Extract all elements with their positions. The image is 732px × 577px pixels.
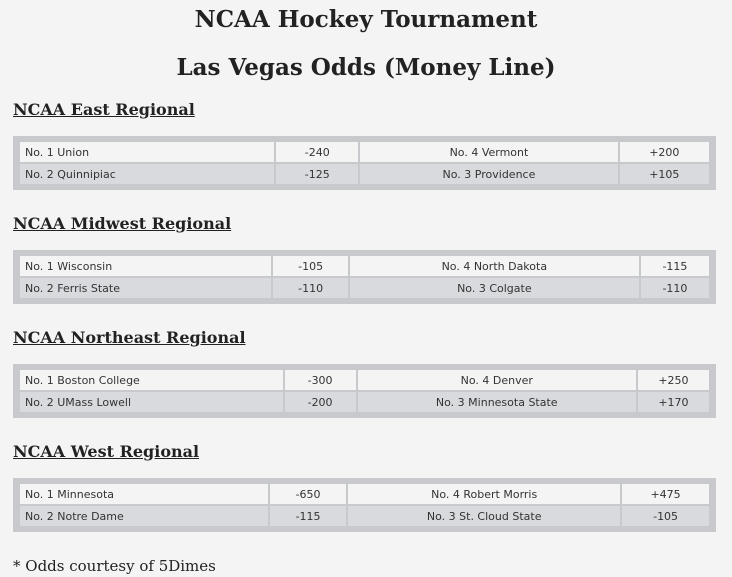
odds-table [13, 136, 716, 190]
table-row [20, 484, 709, 504]
regional-title: NCAA West Regional [13, 442, 200, 461]
odds-cell: +200 [620, 142, 709, 162]
odds-table [13, 250, 716, 304]
team-cell: No. 3 Minnesota State [358, 392, 636, 412]
team-cell: No. 1 Wisconsin [20, 256, 271, 276]
odds-cell: +475 [622, 484, 709, 504]
team-cell: No. 2 Notre Dame [20, 506, 268, 526]
odds-cell: -300 [285, 370, 356, 390]
regional-title: NCAA Northeast Regional [13, 328, 246, 347]
odds-cell: -105 [622, 506, 709, 526]
table-row [20, 256, 709, 276]
team-cell: No. 1 Boston College [20, 370, 283, 390]
regional-east [13, 100, 716, 190]
regional-title: NCAA Midwest Regional [13, 214, 232, 233]
odds-cell: +250 [638, 370, 709, 390]
footnote: * Odds courtesy of 5Dimes [13, 557, 216, 575]
odds-cell: -110 [273, 278, 347, 298]
team-cell: No. 3 Providence [360, 164, 617, 184]
team-cell: No. 3 St. Cloud State [348, 506, 620, 526]
team-cell: No. 2 Quinnipiac [20, 164, 274, 184]
odds-cell: -240 [276, 142, 358, 162]
table-row [20, 506, 709, 526]
team-cell: No. 4 Robert Morris [348, 484, 620, 504]
odds-cell: -200 [285, 392, 356, 412]
team-cell: No. 4 Vermont [360, 142, 617, 162]
odds-cell: +105 [620, 164, 709, 184]
table-row [20, 164, 709, 184]
team-cell: No. 2 UMass Lowell [20, 392, 283, 412]
table-row [20, 392, 709, 412]
odds-cell: -105 [273, 256, 347, 276]
page-subtitle: Las Vegas Odds (Money Line) [176, 54, 556, 81]
odds-cell: -115 [270, 506, 346, 526]
regional-northeast [13, 328, 716, 418]
odds-cell: -650 [270, 484, 346, 504]
table-row [20, 278, 709, 298]
odds-table [13, 478, 716, 532]
team-cell: No. 3 Colgate [350, 278, 639, 298]
odds-cell: -110 [641, 278, 709, 298]
regional-west [13, 442, 716, 532]
table-row [20, 142, 709, 162]
team-cell: No. 1 Minnesota [20, 484, 268, 504]
team-cell: No. 4 Denver [358, 370, 636, 390]
odds-cell: +170 [638, 392, 709, 412]
odds-table [13, 364, 716, 418]
table-row [20, 370, 709, 390]
odds-cell: -115 [641, 256, 709, 276]
regional-midwest [13, 214, 716, 304]
page-title: NCAA Hockey Tournament [194, 6, 538, 33]
team-cell: No. 2 Ferris State [20, 278, 271, 298]
team-cell: No. 1 Union [20, 142, 274, 162]
team-cell: No. 4 North Dakota [350, 256, 639, 276]
regional-title: NCAA East Regional [13, 100, 195, 119]
odds-cell: -125 [276, 164, 358, 184]
